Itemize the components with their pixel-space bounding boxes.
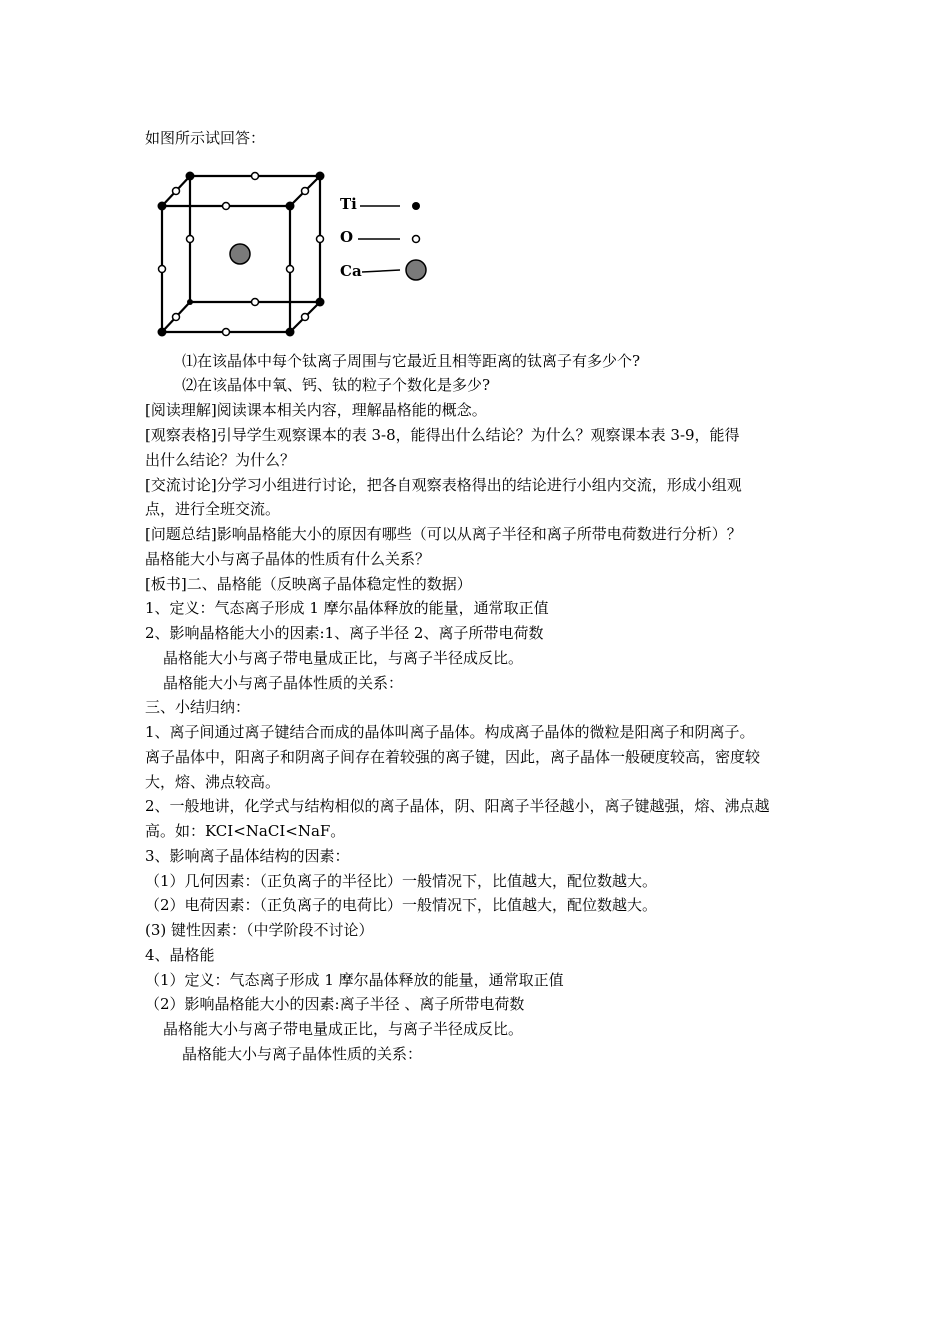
conclusion-2-line1: 2、一般地讲，化学式与结构相似的离子晶体，阴、阳离子半径越小，离子键越强，熔、沸点越 xyxy=(145,797,770,815)
atom-legend xyxy=(340,192,440,292)
ca-label: Ca xyxy=(340,262,362,280)
o-label: O xyxy=(340,228,354,246)
legend-markers xyxy=(340,192,440,292)
conclusion-1-line3: 大，熔、沸点较高。 xyxy=(145,773,281,791)
conclusion-3-heading: 3、影响离子晶体结构的因素： xyxy=(145,847,350,865)
lattice-definition: （1）定义：气态离子形成 1 摩尔晶体释放的能量，通常取正值 xyxy=(145,971,564,989)
bond-factor: (3) 键性因素：（中学阶段不讨论） xyxy=(145,921,374,939)
board-heading: [板书]二、晶格能（反映离子晶体稳定性的数据） xyxy=(145,575,472,593)
question-2: ⑵在该晶体中氧、钙、钛的粒子个数化是多少? xyxy=(182,376,491,394)
definition-line: 1、定义：气态离子形成 1 摩尔晶体释放的能量，通常取正值 xyxy=(145,599,549,617)
geometric-factor: （1）几何因素：（正负离子的半径比）一般情况下，比值越大，配位数越大。 xyxy=(145,872,658,890)
reading-section: [阅读理解]阅读课本相关内容，理解晶格能的概念。 xyxy=(145,401,487,419)
proportion-line: 晶格能大小与离子带电量成正比，与离子半径成反比。 xyxy=(163,649,524,667)
ti-label: Ti xyxy=(340,195,357,213)
lattice-proportion: 晶格能大小与离子带电量成正比，与离子半径成反比。 xyxy=(163,1020,524,1038)
relation-line: 晶格能大小与离子晶体性质的关系： xyxy=(163,674,404,692)
conclusion-2-line2: 高。如：KCI<NaCI<NaF。 xyxy=(145,822,346,840)
conclusion-1-line2: 离子晶体中，阳离子和阴离子间存在着较强的离子键，因此，离子晶体一般硬度较高，密度较 xyxy=(145,748,761,766)
lattice-relation: 晶格能大小与离子晶体性质的关系： xyxy=(182,1045,423,1063)
lattice-energy-heading: 4、晶格能 xyxy=(145,946,215,964)
ca-center-atom xyxy=(230,244,250,264)
lattice-factors: （2）影响晶格能大小的因素:离子半径 、离子所带电荷数 xyxy=(145,995,525,1013)
discuss-section-line1: [交流讨论]分学习小组进行讨论，把各自观察表格得出的结论进行小组内交流，形成小组观 xyxy=(145,476,742,494)
conclusion-heading: 三、小结归纳： xyxy=(145,698,251,716)
factors-line: 2、影响晶格能大小的因素:1、离子半径 2、离子所带电荷数 xyxy=(145,624,544,642)
conclusion-1-line1: 1、离子间通过离子键结合而成的晶体叫离子晶体。构成离子晶体的微粒是阳离子和阴离子。 xyxy=(145,723,755,741)
discuss-section-line2: 点，进行全班交流。 xyxy=(145,500,281,518)
intro-text: 如图所示试回答： xyxy=(145,129,266,147)
question-1: ⑴在该晶体中每个钛离子周围与它最近且相等距离的钛离子有多少个? xyxy=(182,352,641,370)
observe-section-line2: 出什么结论？为什么？ xyxy=(145,451,296,469)
observe-section-line1: [观察表格]引导学生观察课本的表 3-8，能得出什么结论？为什么？观察课本表 3-9，能得 xyxy=(145,426,740,444)
summary-question-line2: 晶格能大小与离子晶体的性质有什么关系？ xyxy=(145,550,431,568)
charge-factor: （2）电荷因素：（正负离子的电荷比）一般情况下，比值越大，配位数越大。 xyxy=(145,896,658,914)
summary-question-line1: [问题总结]影响晶格能大小的原因有哪些（可以从离子半径和离子所带电荷数进行分析）？ xyxy=(145,525,742,543)
perovskite-cell-diagram xyxy=(150,162,340,347)
